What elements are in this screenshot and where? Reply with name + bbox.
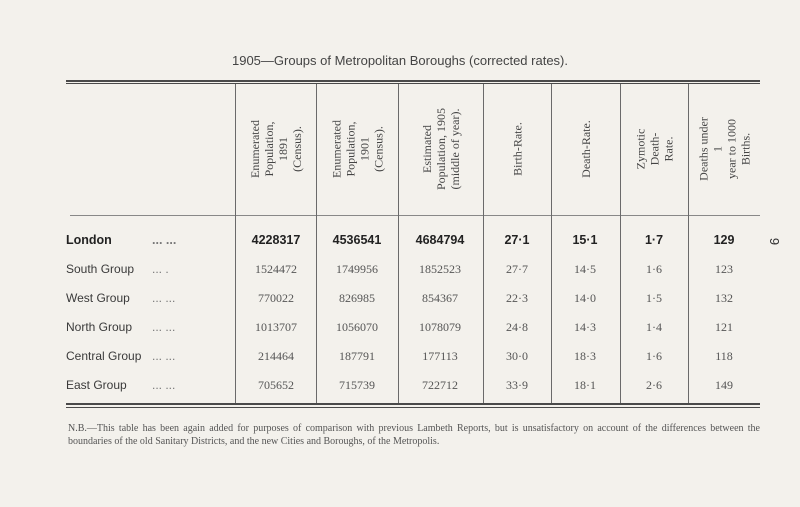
table-cell: 132: [715, 291, 733, 305]
table-cell: 705652: [258, 378, 294, 392]
row-label-text: North Group: [66, 320, 133, 334]
leader-dots: ... ...: [152, 233, 177, 247]
table-row: [66, 345, 760, 367]
table-cell: 149: [715, 378, 733, 392]
column-header: Zymotic Death- Rate.: [633, 128, 676, 170]
leader-dots: ... ...: [152, 378, 176, 392]
leader-dots: ... .: [152, 262, 169, 276]
row-label: [66, 287, 231, 309]
table-cell: 15·1: [572, 233, 598, 247]
row-label-text: London: [66, 233, 112, 247]
table-cell: 1013707: [255, 320, 297, 334]
table-cell: 14·3: [574, 320, 596, 334]
table-cell: 826985: [339, 291, 375, 305]
leader-dots: ... ...: [152, 320, 176, 334]
table-cell: 1·5: [646, 291, 662, 305]
table-cell: 121: [715, 320, 733, 334]
table-cell: 4684794: [415, 233, 465, 247]
table-cell: 123: [715, 262, 733, 276]
table-cell: 129: [713, 233, 735, 247]
table-cell: 27·7: [506, 262, 528, 276]
table-cell: 4228317: [251, 233, 301, 247]
table-cell: 24·8: [506, 320, 528, 334]
table-cell: 30·0: [506, 349, 528, 363]
row-label: [66, 345, 231, 367]
table-cell: 715739: [339, 378, 375, 392]
row-label-text: South Group: [66, 262, 135, 276]
table-cell: 187791: [339, 349, 375, 363]
row-label: [66, 316, 231, 338]
header-rule-right: [236, 215, 760, 216]
table-cell: 722712: [422, 378, 458, 392]
page-number: 9: [766, 237, 782, 246]
table-row: [66, 374, 760, 396]
table-cell: 1·7: [644, 233, 664, 247]
table-cell: 2·6: [646, 378, 662, 392]
table-cell: 33·9: [506, 378, 528, 392]
table-cell: 27·1: [504, 233, 530, 247]
header-rule: [70, 215, 240, 216]
table-cell: 177113: [422, 349, 458, 363]
leader-dots: ... ...: [152, 349, 176, 363]
table-cell: 4536541: [332, 233, 382, 247]
table-cell: 1078079: [419, 320, 461, 334]
row-label: [66, 258, 231, 280]
table-cell: 18·3: [574, 349, 596, 363]
row-label-text: West Group: [66, 291, 130, 305]
table-cell: 1056070: [336, 320, 378, 334]
bottom-rule-thin: [66, 407, 760, 408]
table-row: [66, 229, 760, 251]
row-label-text: East Group: [66, 378, 127, 392]
top-rule: [66, 80, 760, 82]
table-cell: 14·0: [574, 291, 596, 305]
table-cell: 1852523: [419, 262, 461, 276]
row-label-text: Central Group: [66, 349, 142, 363]
table-cell: 118: [715, 349, 733, 363]
table-cell: 1·6: [646, 262, 662, 276]
table-cell: 22·3: [506, 291, 528, 305]
table-cell: 854367: [422, 291, 458, 305]
table-cell: 214464: [258, 349, 294, 363]
table-cell: 1·4: [646, 320, 662, 334]
table-row: [66, 316, 760, 338]
table-row: [66, 258, 760, 280]
table-cell: 1749956: [336, 262, 378, 276]
leader-dots: ... ...: [152, 291, 176, 305]
row-label: [66, 229, 231, 251]
column-header: Deaths under 1 year to 1000 Births.: [696, 117, 753, 181]
column-header: Enumerated Population, 1891 (Census).: [248, 120, 304, 178]
row-label: [66, 374, 231, 396]
table-row: [66, 287, 760, 309]
column-header: Birth-Rate.: [510, 122, 525, 176]
column-header: Estimated Population, 1905 (middle of year).: [420, 108, 462, 191]
column-header: Death-Rate.: [579, 120, 593, 178]
table-cell: 1524472: [255, 262, 297, 276]
table-cell: 18·1: [574, 378, 596, 392]
footnote: N.B.—This table has been again added for purposes of comparison with previous Lambeth Reports, but is unsatisfactory on account of the differences between the boundaries of the old Sanitary Districts, and the new Cities and Boroughs, of the Metropolis.: [68, 423, 760, 447]
table-cell: 1·6: [646, 349, 662, 363]
table-cell: 770022: [258, 291, 294, 305]
column-header: Enumerated Population, 1901 (Census).: [329, 120, 386, 178]
table-cell: 14·5: [574, 262, 596, 276]
bottom-rule: [66, 403, 760, 405]
page-title: 1905—Groups of Metropolitan Boroughs (corrected rates).: [231, 53, 568, 68]
